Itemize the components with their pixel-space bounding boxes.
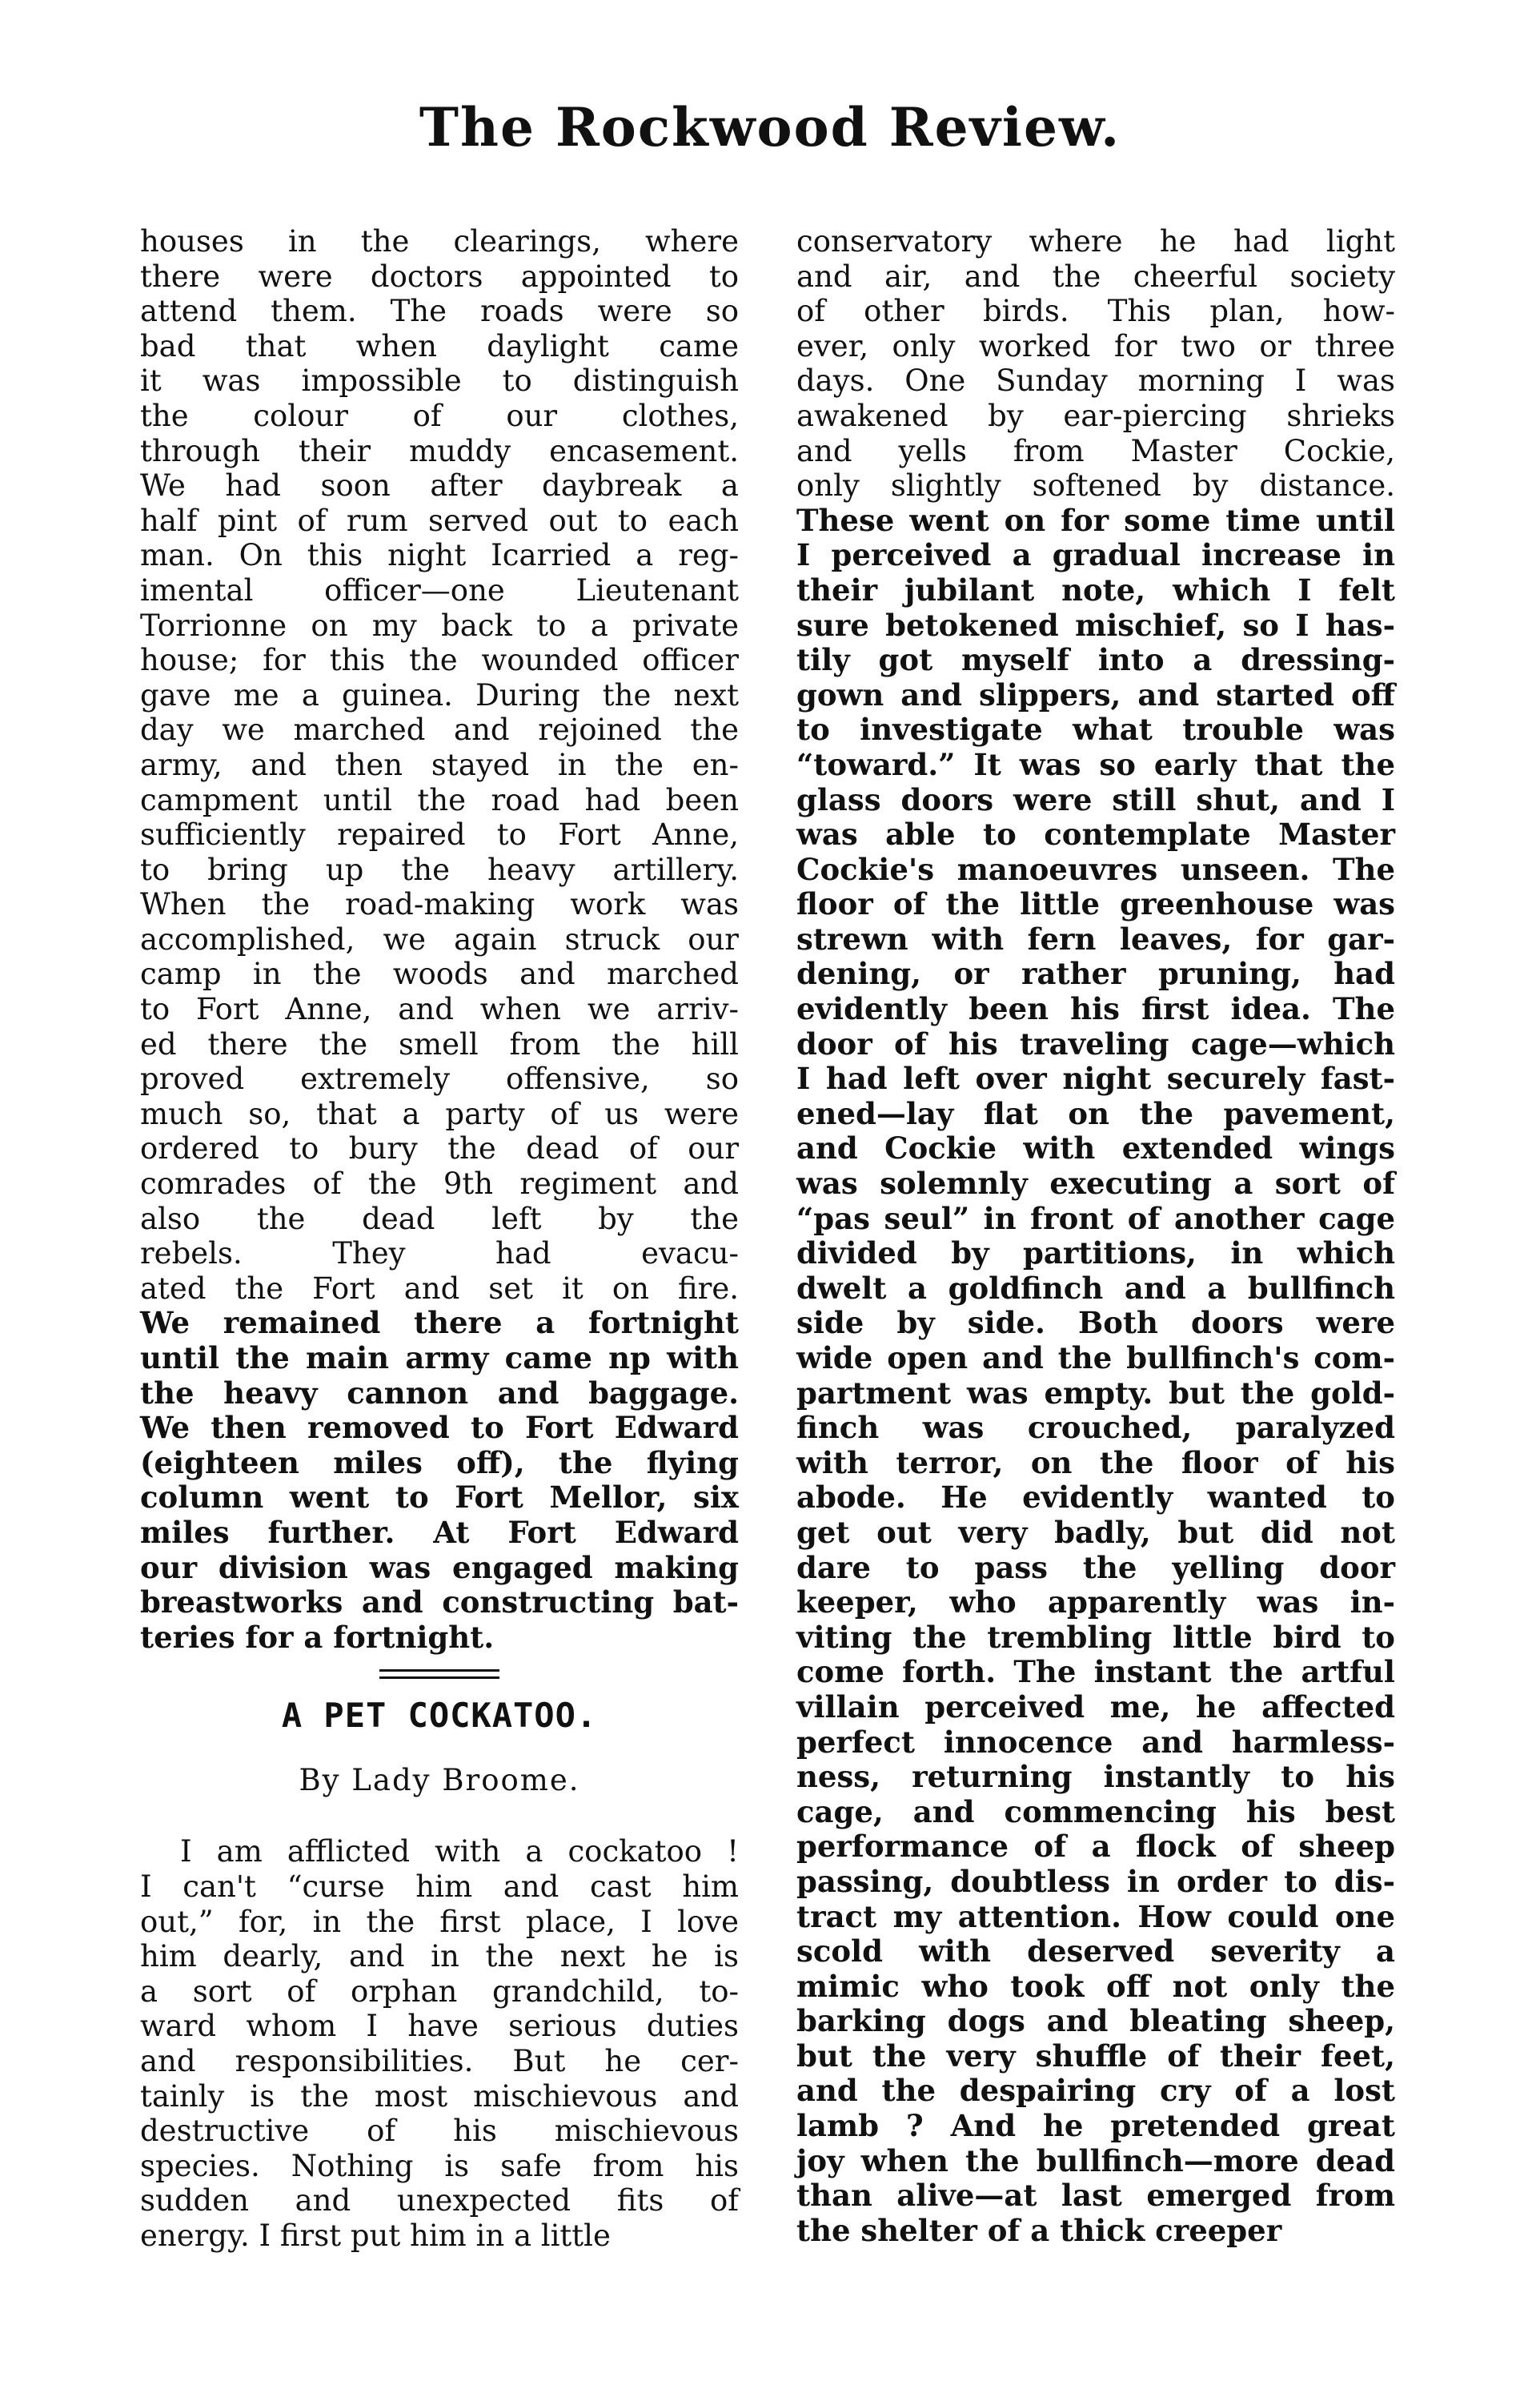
text-line: sure betokened mischief, so I has- <box>796 607 1395 643</box>
text-line: camp in the woods and marched <box>140 957 739 992</box>
article-title: A PET COCKATOO. <box>281 1696 598 1736</box>
text-line: cage, and commencing his best <box>796 1793 1395 1829</box>
text-line: barking dogs and bleating sheep, <box>796 2003 1395 2039</box>
text-line: villain perceived me, he affected <box>796 1688 1395 1725</box>
text-line: perfect innocence and harmless- <box>796 1724 1395 1760</box>
text-line: accomplished, we again struck our <box>140 921 739 957</box>
text-line: was solemnly executing a sort of <box>796 1166 1395 1202</box>
text-line: the heavy cannon and baggage. <box>140 1375 739 1411</box>
right-column <box>796 224 1395 2248</box>
text-line: conservatory where he had light <box>796 224 1395 259</box>
text-line: out,” for, in the first place, I love <box>140 1904 739 1939</box>
text-line: dening, or rather pruning, had <box>796 956 1395 992</box>
text-line: divided by partitions, in which <box>796 1235 1395 1271</box>
text-line: ated the Fort and set it on fire. <box>140 1271 739 1306</box>
text-line: of other birds. This plan, how- <box>796 294 1395 329</box>
text-line: abode. He evidently wanted to <box>796 1480 1395 1516</box>
text-line: We had soon after daybreak a <box>140 468 739 504</box>
text-line: species. Nothing is safe from his <box>140 2148 739 2183</box>
text-line: teries for a fortnight. <box>140 1619 495 1655</box>
text-line: and yells from Master Cockie, <box>796 433 1395 468</box>
text-line: army, and then stayed in the en- <box>140 747 739 782</box>
text-line: awakened by ear-piercing shrieks <box>796 398 1395 433</box>
text-line: gave me a guinea. During the next <box>140 677 739 713</box>
text-line: dare to pass the yelling door <box>796 1549 1395 1585</box>
text-line: ed there the smell from the hill <box>140 1026 739 1062</box>
text-line: and the despairing cry of a lost <box>796 2073 1395 2109</box>
text-line: mimic who took off not only the <box>796 1968 1395 2004</box>
text-line: Cockie's manoeuvres unseen. The <box>796 851 1395 887</box>
text-line: Torrionne on my back to a private <box>140 608 739 643</box>
text-line: keeper, who apparently was in- <box>796 1584 1395 1620</box>
text-line: was able to contemplate Master <box>796 817 1395 853</box>
text-line: sudden and unexpected fits of <box>140 2183 739 2218</box>
text-line: lamb ? And he pretended great <box>796 2108 1395 2144</box>
text-line: campment until the road had been <box>140 782 739 817</box>
text-line: much so, that a party of us were <box>140 1096 739 1131</box>
text-line: gown and slippers, and started off <box>796 677 1395 713</box>
text-line: destructive of his mischievous <box>140 2114 739 2149</box>
article-byline: By Lady Broome. <box>299 1763 580 1798</box>
text-line: “pas seul” in front of another cage <box>796 1200 1395 1236</box>
section-divider <box>379 1669 499 1679</box>
text-line: tily got myself into a dressing- <box>796 642 1395 678</box>
text-line: ness, returning instantly to his <box>796 1759 1395 1795</box>
text-line: When the road-making work was <box>140 887 739 922</box>
text-line: evidently been his first idea. The <box>796 991 1395 1027</box>
text-line: tainly is the most mischievous and <box>140 2078 739 2114</box>
text-line: until the main army came np with <box>140 1340 739 1375</box>
text-line: ward whom I have serious duties <box>140 2009 739 2044</box>
text-line: We remained there a fortnight <box>140 1305 739 1341</box>
text-line: glass doors were still shut, and I <box>796 781 1395 817</box>
text-line: ordered to bury the dead of our <box>140 1131 739 1166</box>
text-line: miles further. At Fort Edward <box>140 1514 739 1550</box>
text-line: We then removed to Fort Edward <box>140 1410 739 1446</box>
text-line: our division was engaged making <box>140 1549 739 1585</box>
text-line: wide open and the bullfinch's com- <box>796 1340 1395 1375</box>
text-line: dwelt a goldfinch and a bullfinch <box>796 1270 1395 1306</box>
text-line: “toward.” It was so early that the <box>796 746 1395 782</box>
text-line: rebels. They had evacu- <box>140 1236 739 1271</box>
text-line: proved extremely offensive, so <box>140 1062 739 1097</box>
text-line: half pint of rum served out to each <box>140 503 739 538</box>
text-line: ever, only worked for two or three <box>796 328 1395 363</box>
text-line: scold with deserved severity a <box>796 1933 1395 1969</box>
text-line: and responsibilities. But he cer- <box>140 2043 739 2078</box>
text-line: performance of a flock of sheep <box>796 1829 1395 1865</box>
text-line: attend them. The roads were so <box>140 294 739 329</box>
text-line: I had left over night securely fast- <box>796 1061 1395 1097</box>
text-line: ened—lay flat on the pavement, <box>796 1095 1395 1131</box>
text-line: through their muddy encasement. <box>140 433 739 468</box>
text-line: I can't “curse him and cast him <box>140 1869 739 1904</box>
text-line: comrades of the 9th regiment and <box>140 1166 739 1202</box>
text-line: strewn with fern leaves, for gar- <box>796 921 1395 957</box>
text-line: bad that when daylight came <box>140 328 739 363</box>
text-line: column went to Fort Mellor, six <box>140 1480 739 1516</box>
text-line: partment was empty. but the gold- <box>796 1375 1395 1411</box>
text-line: passing, doubtless in order to dis- <box>796 1863 1395 1899</box>
text-line: These went on for some time until <box>796 502 1395 538</box>
text-line: the colour of our clothes, <box>140 398 739 433</box>
text-line: with terror, on the floor of his <box>796 1444 1395 1480</box>
text-line: door of his traveling cage—which <box>796 1026 1395 1062</box>
text-line: him dearly, and in the next he is <box>140 1939 739 1974</box>
text-line: to investigate what trouble was <box>796 712 1395 748</box>
text-line: houses in the clearings, where <box>140 224 739 259</box>
left-column <box>140 224 739 2253</box>
text-line: it was impossible to distinguish <box>140 363 739 399</box>
text-line: but the very shuffle of their feet, <box>796 2038 1395 2074</box>
text-line: than alive—at last emerged from <box>796 2178 1395 2214</box>
article-body-continued <box>796 224 1395 2248</box>
text-line: sufficiently repaired to Fort Anne, <box>140 817 739 853</box>
page-title: The Rockwood Review. <box>419 96 1121 159</box>
text-line: there were doctors appointed to <box>140 259 739 294</box>
text-line: side by side. Both doors were <box>796 1305 1395 1341</box>
text-line: days. One Sunday morning I was <box>796 363 1395 399</box>
text-line: and air, and the cheerful society <box>796 259 1395 294</box>
text-line: get out very badly, but did not <box>796 1514 1395 1550</box>
text-line: a sort of orphan grandchild, to- <box>140 1973 739 2009</box>
text-line: tract my attention. How could one <box>796 1898 1395 1934</box>
text-line: day we marched and rejoined the <box>140 713 739 748</box>
text-line: imental officer—one Lieutenant <box>140 572 739 608</box>
text-line: breastworks and constructing bat- <box>140 1584 739 1620</box>
text-line: come forth. The instant the artful <box>796 1654 1395 1690</box>
text-line: only slightly softened by distance. <box>796 468 1395 504</box>
text-line: also the dead left by the <box>140 1201 739 1236</box>
text-line: their jubilant note, which I felt <box>796 572 1395 608</box>
text-line: house; for this the wounded officer <box>140 643 739 678</box>
text-line: finch was crouched, paralyzed <box>796 1410 1395 1446</box>
text-line: (eighteen miles off), the flying <box>140 1444 739 1480</box>
text-line: I am afflicted with a cockatoo ! <box>180 1834 739 1869</box>
text-line: and Cockie with extended wings <box>796 1130 1395 1166</box>
article-body <box>140 1834 739 2253</box>
text-line: man. On this night Icarried a reg- <box>140 538 739 573</box>
text-line: energy. I first put him in a little <box>140 2218 611 2253</box>
text-line: joy when the bullfinch—more dead <box>796 2142 1395 2178</box>
continued-text <box>140 224 739 1655</box>
text-line: to Fort Anne, and when we arriv- <box>140 992 739 1027</box>
text-line: viting the trembling little bird to <box>796 1619 1395 1655</box>
text-line: to bring up the heavy artillery. <box>140 852 739 887</box>
text-line: floor of the little greenhouse was <box>796 886 1395 922</box>
text-line: I perceived a gradual increase in <box>796 537 1395 573</box>
text-line: the shelter of a thick creeper <box>796 2212 1282 2248</box>
